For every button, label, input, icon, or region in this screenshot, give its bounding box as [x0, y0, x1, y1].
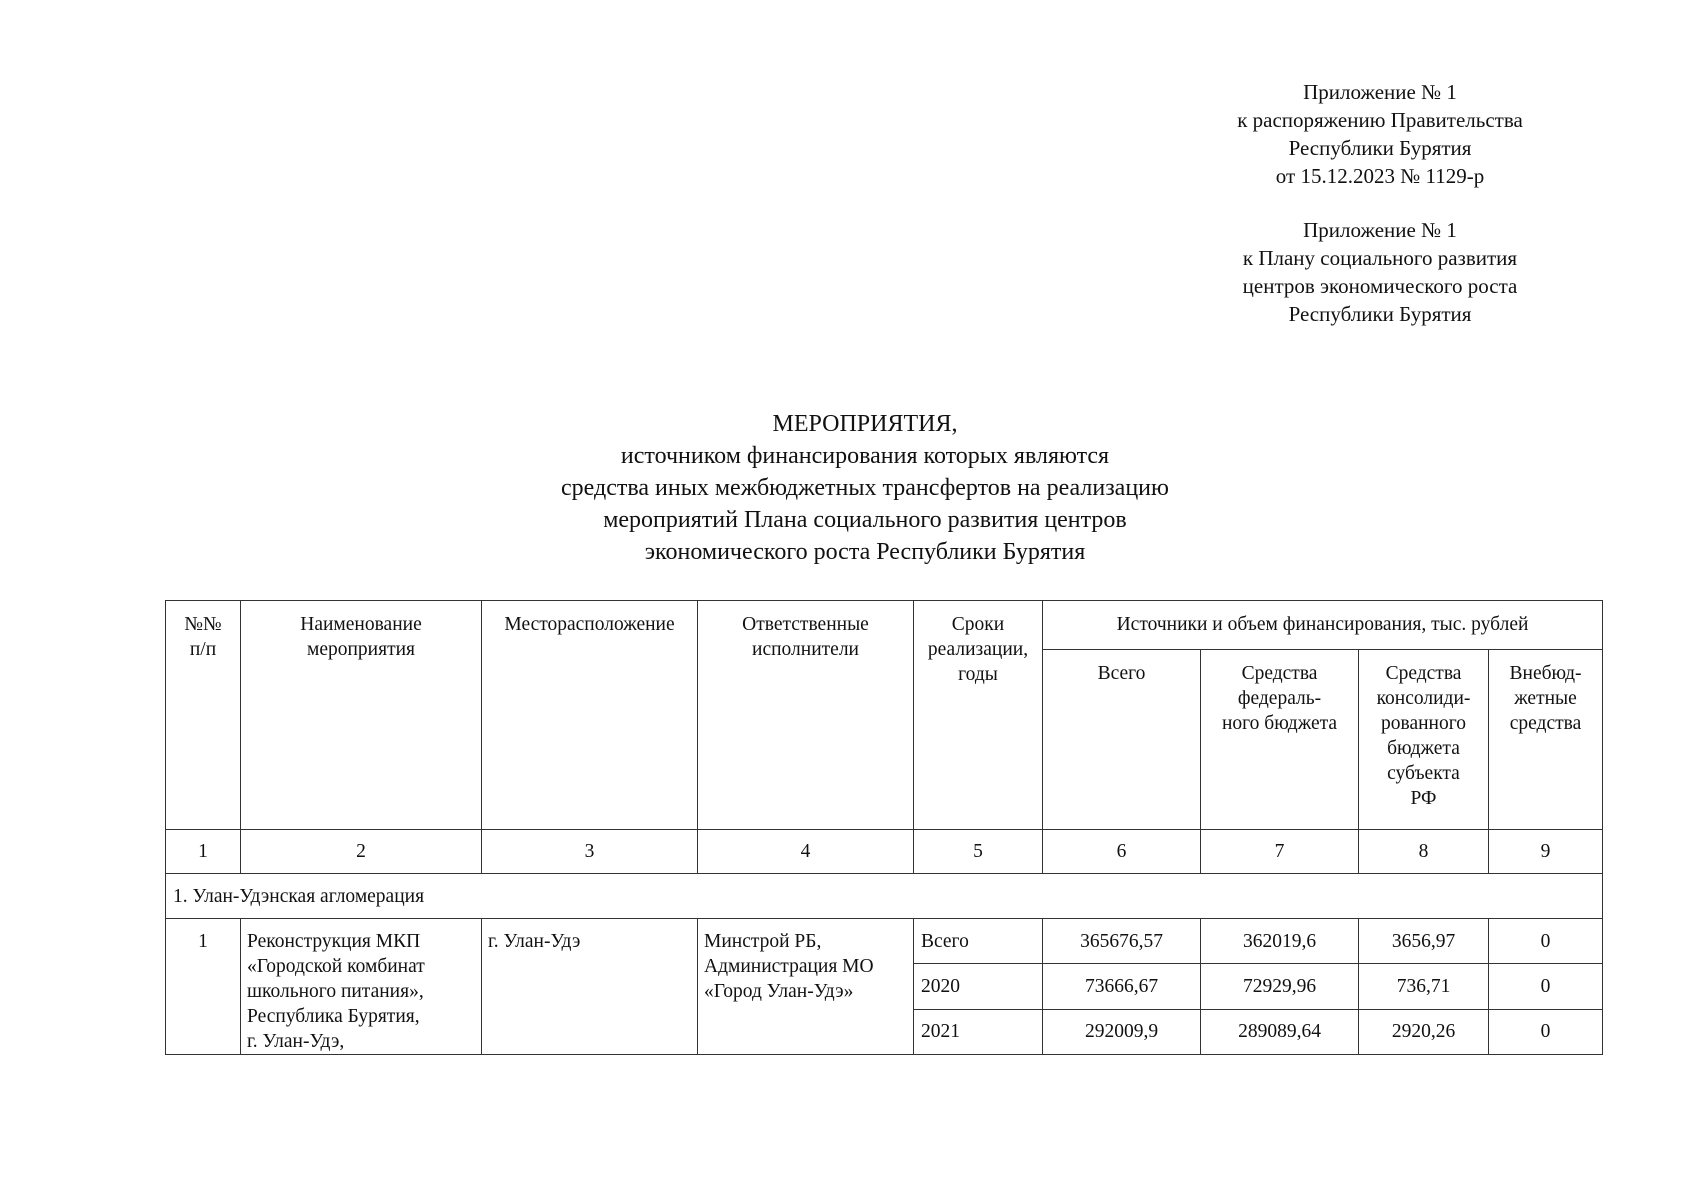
table-header-row	[166, 601, 1603, 650]
header-sources: Источники и объем финансирования, тыс. рублей	[1043, 601, 1603, 650]
document-title	[400, 408, 1330, 568]
offbudget-cell: 0	[1489, 919, 1603, 964]
column-number: 2	[241, 830, 482, 874]
consolidated-cell: 3656,97	[1359, 919, 1489, 964]
item-location: г. Улан-Удэ	[482, 919, 698, 1055]
item-executors: Минстрой РБ, Администрация МО «Город Улан-Удэ»	[698, 919, 914, 1055]
period-cell: 2020	[914, 964, 1043, 1009]
annex-line: от 15.12.2023 № 1129-р	[1275, 164, 1485, 188]
header-consolidated: Средства консолиди- рованного бюджета субъекта РФ	[1359, 650, 1489, 830]
column-number: 9	[1489, 830, 1603, 874]
period-cell: Всего	[914, 919, 1043, 964]
offbudget-cell: 0	[1489, 964, 1603, 1009]
consolidated-cell: 2920,26	[1359, 1009, 1489, 1054]
column-number: 4	[698, 830, 914, 874]
column-number-row	[166, 830, 1603, 874]
period-cell: 2021	[914, 1009, 1043, 1054]
annex-line: центров экономического роста	[1242, 274, 1518, 298]
section-title: 1. Улан-Удэнская агломерация	[166, 874, 1603, 919]
header-offbudget: Внебюд- жетные средства	[1489, 650, 1603, 830]
total-cell: 365676,57	[1043, 919, 1201, 964]
total-cell: 73666,67	[1043, 964, 1201, 1009]
header-total: Всего	[1043, 650, 1201, 830]
header-federal: Средства федераль- ного бюджета	[1201, 650, 1359, 830]
annex-line: Приложение № 1	[1303, 80, 1457, 104]
annex-line: Республики Бурятия	[1288, 136, 1472, 160]
header-num: №№ п/п	[166, 601, 241, 830]
title-line: средства иных межбюджетных трансфертов на реализацию	[561, 475, 1169, 501]
column-number: 5	[914, 830, 1043, 874]
federal-cell: 72929,96	[1201, 964, 1359, 1009]
title-line: МЕРОПРИЯТИЯ,	[772, 411, 958, 437]
measures-table	[165, 600, 1603, 1055]
item-number: 1	[166, 919, 241, 1055]
title-line: источником финансирования которых являются	[620, 443, 1110, 469]
header-location: Месторасположение	[482, 601, 698, 830]
consolidated-cell: 736,71	[1359, 964, 1489, 1009]
total-cell: 292009,9	[1043, 1009, 1201, 1054]
annex-order-reference	[1170, 78, 1590, 190]
federal-cell: 289089,64	[1201, 1009, 1359, 1054]
table-row	[166, 919, 1603, 964]
column-number: 8	[1359, 830, 1489, 874]
column-number: 3	[482, 830, 698, 874]
title-line: экономического роста Республики Бурятия	[644, 539, 1086, 565]
section-row	[166, 874, 1603, 919]
annex-line: Республики Бурятия	[1288, 302, 1472, 326]
header-name: Наименование мероприятия	[241, 601, 482, 830]
header-executors: Ответственные исполнители	[698, 601, 914, 830]
item-name: Реконструкция МКП «Городской комбинат школьного питания», Республика Бурятия, г. Улан-Удэ,	[241, 919, 482, 1055]
annex-line: Приложение № 1	[1303, 218, 1457, 242]
annex-plan-reference	[1170, 216, 1590, 328]
column-number: 1	[166, 830, 241, 874]
header-terms: Сроки реализации, годы	[914, 601, 1043, 830]
offbudget-cell: 0	[1489, 1009, 1603, 1054]
column-number: 6	[1043, 830, 1201, 874]
column-number: 7	[1201, 830, 1359, 874]
title-line: мероприятий Плана социального развития центров	[603, 507, 1127, 533]
federal-cell: 362019,6	[1201, 919, 1359, 964]
annex-line: к Плану социального развития	[1242, 246, 1518, 270]
annex-line: к распоряжению Правительства	[1237, 108, 1523, 132]
